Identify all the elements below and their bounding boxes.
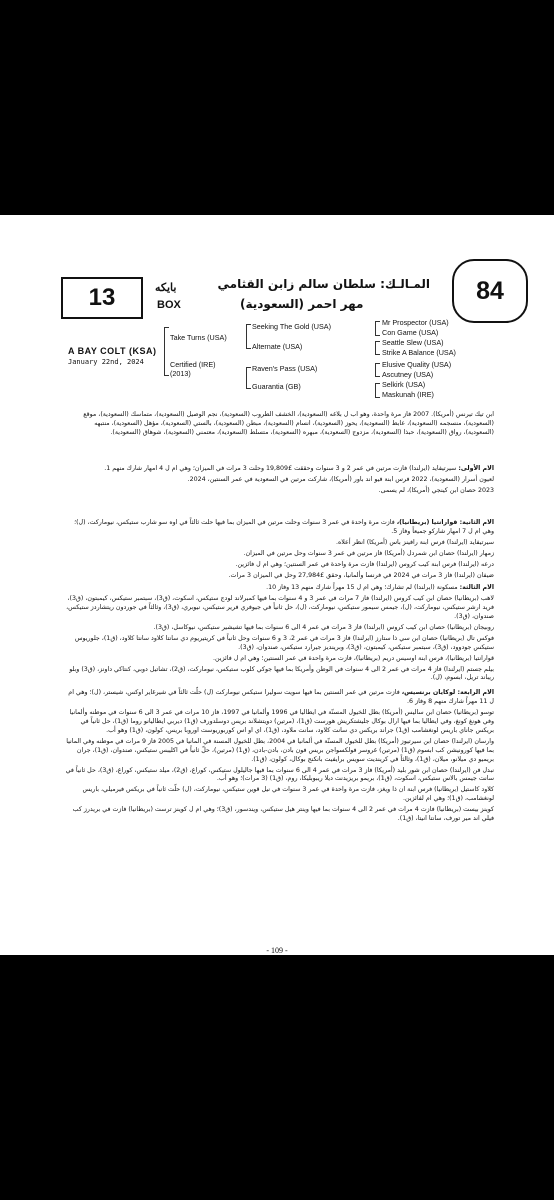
sire-paragraph: ابن تيك تيرنس (أمريكا). 2007 فاز مرة واحدة، وهو اب ل بلاغه (السعودية)، الخشف الطروب (السعودية)، نجم الوصيل (السعودية)، متماسك (السعودية)، موقع (السعودية)، منسجمه (السعودية)، عابط (السعودية)، يحوز (السعودية)، انسام (السعودية)، مبطن (السعودية)، بالستي (السعودية)، مؤهل (السعودية)، منتبهه (السعودية)، رواق (السعودية)، حبذا (السعودية)، مزدوج (السعودية)، مبهره (السعودية)، متسلط (السعودية)، معتمني (السعودية)، شوهاق (السعودية). bbox=[83, 411, 494, 436]
pedigree-bracket bbox=[375, 341, 380, 355]
pedigree-ancestor: Selkirk (USA) bbox=[382, 380, 426, 389]
second-dam-paragraph: فازت مرة واحدة في عمر 3 سنوات وحلت مرتين في الميزان بما فيها حلت ثالثاً في اوه سو شارب ستيكس، نيوماركت، (ل)؛ وهي ام ل 7 امهار شاركو جميعاً وفاز 5. bbox=[74, 519, 494, 535]
produce-item: 2023 حصان ابن كينجي (أمريكا)، لم يسمى. bbox=[378, 486, 494, 494]
pedigree-ancestor: Strike A Balance (USA) bbox=[382, 348, 456, 357]
horse-identity bbox=[68, 346, 157, 366]
pedigree-sire-dam: Alternate (USA) bbox=[252, 342, 303, 351]
produce-item: لعيون أسرار (السعودية)، 2022 فرس ابنة فيو اند باور (أمريكا)، شاركت مرتين في السعودية في عمر السنتين، 2024. bbox=[187, 475, 494, 483]
horse-name-arabic: مهر احمر (السعودية) bbox=[240, 297, 364, 311]
catalogue-page bbox=[0, 215, 554, 955]
fourth-dam-heading: الام الرابعة: لوكايان برنسيس، bbox=[401, 689, 494, 696]
pedigree-ancestor: Con Game (USA) bbox=[382, 328, 439, 337]
pedigree-bracket bbox=[164, 327, 169, 376]
pedigree-sire-sire: Seeking The Gold (USA) bbox=[252, 322, 331, 331]
pedigree-ancestor: Seattle Slew (USA) bbox=[382, 338, 444, 347]
pedigree-bracket bbox=[246, 324, 251, 349]
third-dam-paragraph: مسكونة (ايرلندا) لم تشارك؛ وهي ام ل 15 مهراً شارك منهم 13 وفاز 10. bbox=[266, 584, 458, 591]
sire-section bbox=[62, 411, 494, 440]
produce-item: بيلم جستم (ايرلندا) فاز 4 مرات في عمر 2 الى 4 سنوات في الوطن وأمريكا بما فيها جوكي كلوب ستيكس، نيوماركت، (ق2)، تشاتيل دوبي، كنتاكي داونز، (ق3) وبلو ريباند تريل، ابسوم، (ل). bbox=[69, 665, 494, 682]
pedigree-dam-sire: Raven's Pass (USA) bbox=[252, 364, 318, 373]
produce-item: وارسان (ايرلندا) حصان ابن سيرتيوز (أمريكا) بطل للخيول المسنّة في ألمانيا في 2004، بطل للخيول المسنة في المانيا في 2005 فاز 9 مرات في موطنه وفي المانيا بما فيها كورونيشن كب ابسوم (ق1) (مرتين) غروسر فولكسواجن بريس فون بادن، بادن-بادن، (ق1) (مرتين)، حلّ ثانياً في اكليبس ستيكس، صندوان، (ق1)، جران بريميو دي ميلانو، ميلان، (ق1)، وثالثاً في كرينديت سويس برايفيت بانكنج بوكال، كولون، (ق1). bbox=[66, 737, 494, 763]
first-dam-paragraph: سيرتيفايد (ايرلندا) فازت مرتين في عمر 2 و 3 سنوات وحققت £19,809 وحلت 3 مرات في الميزان؛ وهي ام ل 4 امهار شارك منهم 1. bbox=[104, 465, 457, 472]
pedigree-ancestor: Elusive Quality (USA) bbox=[382, 360, 452, 369]
fourth-dam-section bbox=[62, 689, 494, 826]
produce-item: درعه (ايرلندا) فرس ابنة كيب كروس (ايرلندا) فازت مرة واحدة في عمر السنتين؛ وهي ام ل فائزين. bbox=[235, 560, 494, 568]
pedigree-sire: Take Turns (USA) bbox=[170, 333, 227, 342]
pedigree-bracket bbox=[375, 383, 380, 398]
pedigree-ancestor: Maskunah (IRE) bbox=[382, 390, 434, 399]
produce-item: روبيجان (بريطانيا) حصان ابن كيب كروس (ايرلندا) فاز 3 مرات في عمر 4 الى 6 سنوات بما فيها تشيشير ستيكس، نيوكاسل، (ق3). bbox=[153, 623, 494, 631]
pedigree-dam: Certified (IRE) bbox=[170, 360, 216, 369]
produce-item: توسو (بريطانيا) حصان ابن ساليس (أمريكا) بطل للخيول المسنّة في ايطاليا في 1996 وألمانيا في 1997، فاز 10 مرات في عمر 3 الى 6 سنوات في موطنه وألمانيا وفي هونغ كونغ، وفي ايطاليا بما فيها ارال بوكال جليشتكريش هورست (ق1)، (مرتين) دويتشلاند بريس دوسلدورف (ق1) ديربي ايطاليانو روما (ق1)، حل ثانياً في بريكس جاناي باريس لونغشامب (ق1) جراند بريكس دي سانت كلاود، سانت ملاود، (ق1)، اي او اس كوربوريوست اوروبا بريس، كولون، (ق1) وهو أب. bbox=[69, 708, 494, 734]
produce-item: سيرتيفايد (ايرلندا) فرس ابنة رافينز باس (أمريكا) انظر أعلاه. bbox=[336, 538, 494, 546]
pedigree-dam-year: (2013) bbox=[170, 369, 191, 378]
produce-item: ضيفان (ايرلندا) فاز 3 مرات في 2024 في فرنسا وألمانيا، وحقق £27,984 وحل في الميزان 3 مرات. bbox=[228, 571, 494, 579]
third-dam-section bbox=[62, 584, 494, 685]
produce-item: نبدل فن (ايرلندا) حصان ابن شور بليد (أمريكا) فاز 3 مرات في عمر 4 الى 6 سنوات بما فيها جاليلول ستيكس، كوراغ، (ق2)، ميلد ستيكس، كوراغ، (ق3)، حل ثانياً في سانت جيمس بالاس ستيكس، اسكوت، (ق1)، بريمو بريزيدنت ديلا ريبوبليكا، روم، (ق1) (3 مرات)؛ وهو أب. bbox=[65, 766, 494, 783]
pedigree-bracket bbox=[375, 321, 380, 336]
produce-item: فوكس تال (بريطانيا) حصان ابن سي ذا ستارز (ايرلندا) فاز 3 مرات في عمر 2، 3 و 6 سنوات وحل ثانياً في كريتيريوم دي سانتا كلاود سانتا كلاود، (ق1)، جلوريوس ستيكس جودوود، (ق3)، سبتمبر ستيكس، كيمبتون، (ق3)، وبرينديز جيرارد ستيكس، صندوان، (ق3). bbox=[74, 634, 494, 651]
fourth-dam-paragraph: فازت مرتين في عمر السنتين بما فيها سويت سوليرا ستيكس نيوماركت (ل) حلّت ثالثاً في شيرغاير اوكس، شيستر، (ل)؛ وهي ام ل 11 مهراً شارك منهم 8 وفاز 6. bbox=[68, 689, 494, 705]
produce-item: زمهار (ايرلندا) حصان ابن شمردل (أمريكا) فاز مرتين في عمر 3 سنوات وحل مرتين في الميزان. bbox=[243, 549, 494, 557]
pedigree-bracket bbox=[375, 363, 380, 377]
box-label-english: BOX bbox=[157, 299, 181, 311]
pedigree-dam-dam: Guarantia (GB) bbox=[252, 382, 301, 391]
produce-item: لاهب (بريطانيا) حصان ابن كيب كروس (ايرلندا) فاز 7 مرات في عمر 3 و 4 سنوات بما فيها كمبرلاند لودج ستيكس، اسكوت، (ق3)، سبتمبر ستيكس، كيمبتون، (ق3)، فريد ارشر ستيكس، نيوماركت، (ل)، جيمس سيمور ستيكس، نيوماركت، (ل)، حل ثانياً في جيوفري فرير ستيكس، نيوبري، (ق3)، وثالثاً في جوردون ريتشاردز ستيكس، صندوان، (ق3). bbox=[66, 594, 494, 620]
box-number: 13 bbox=[61, 277, 143, 319]
first-dam-heading: الام الأولى: bbox=[458, 465, 494, 472]
birth-date: January 22nd, 2024 bbox=[68, 358, 144, 366]
pedigree-ancestor: Ascutney (USA) bbox=[382, 370, 434, 379]
horse-title: A BAY COLT (KSA) bbox=[68, 346, 157, 356]
box-label-arabic: بايكه bbox=[155, 282, 177, 294]
first-dam-section bbox=[62, 465, 494, 498]
lot-number-badge: 84 bbox=[452, 259, 528, 323]
produce-item: قوارانتيا (بريطانيا)، فرس ابنة اوسيس دريم (بريطانيا)، فازت مرة واحدة في عمر السنتين؛ وهي ام ل فائزين. bbox=[213, 654, 494, 662]
produce-item: كوينز بيست (بريطانيا) فازت 4 مرات في عمر 2 الى 4 سنوات بما فيها وينتر هيل ستيكس، ويندسور، (ق3)؛ وهي ام ل كوينز ترست (بريطانيا) فازت في بريدرز كب فيلي اند مير تورف، سانتا انيتا، (ق1). bbox=[72, 806, 494, 823]
second-dam-heading: الام الثانية: قوارانتيا (بريطانيا)، bbox=[396, 519, 494, 526]
third-dam-heading: الام الثالثة: bbox=[459, 584, 494, 591]
owner-name: المـالـك: سلطان سالم زابن القثامي bbox=[217, 277, 430, 291]
produce-item: كلاود كاستيل (بريطانيا) فرس ابنة ان ذا ويغز، فازت مرة واحدة في عمر 3 سنوات في نيل قوين ستيكس، نيوماركت، (ل) حلّت ثانياً في بريكس فيرميلي، باريس لونغشامب، (ق1)؛ وهي ام لفائزين. bbox=[82, 786, 494, 803]
page-number: - 109 - bbox=[266, 946, 288, 955]
second-dam-section bbox=[62, 519, 494, 583]
pedigree-bracket bbox=[246, 367, 251, 389]
pedigree-ancestor: Mr Prospector (USA) bbox=[382, 318, 449, 327]
